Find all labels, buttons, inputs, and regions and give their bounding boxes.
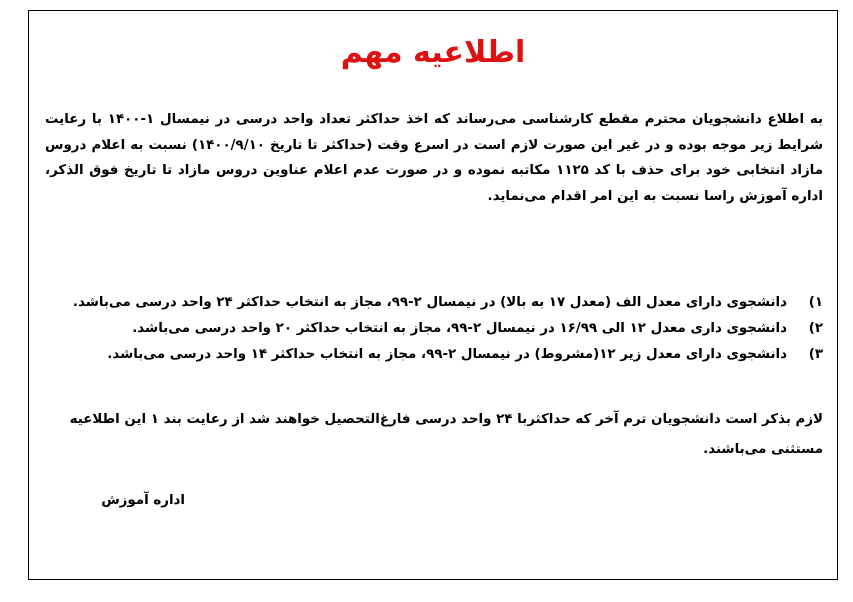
rule-text: دانشجوی دارای معدل زیر ۱۲(مشروط) در نیمسال ۲-۹۹، مجاز به انتخاب حداکثر ۱۴ واحد درسی می‌باشد.: [107, 347, 787, 362]
rule-item-1: [37, 290, 823, 316]
rule-number: ۱): [808, 295, 823, 310]
rules-list: [37, 290, 823, 368]
rule-number: ۲): [808, 321, 823, 336]
rule-item-2: [37, 316, 823, 342]
notice-frame: [28, 10, 838, 580]
rule-number: ۳): [808, 347, 823, 362]
exception-note: لازم بذکر است دانشجویان ترم آخر که حداکثربا ۲۴ واحد درسی فارغ‌التحصیل خواهند شد از رعایت بند ۱ این اطلاعیه مستثنی می‌باشند.: [69, 412, 823, 457]
rule-item-3: [37, 342, 823, 368]
signature: اداره آموزش: [101, 493, 185, 508]
notice-intro-paragraph: به اطلاع دانشجویان محترم مقطع کارشناسی می‌رساند که اخذ حداکثر تعداد واحد درسی در نیمسال ۱-۱۴۰۰ با رعایت شرایط زیر موجه بوده و در غیر این صورت لازم است در اسرع وقت (حداکثر تا تاریخ ۱۴۰۰/۹/۱۰) نسبت به اعلام دروس مازاد انتخابی خود برای حذف با کد ۱۱۲۵ مکاتبه نموده و در صورت عدم اعلام عناوین دروس مازاد تا تاریخ فوق الذکر، اداره آموزش راسا نسبت به این امر اقدام می‌نماید.: [45, 112, 824, 204]
notice-title: اطلاعیه مهم: [340, 35, 526, 70]
rule-text: دانشجوی دارای معدل الف (معدل ۱۷ به بالا) در نیمسال ۲-۹۹، مجاز به انتخاب حداکثر ۲۴ واحد درسی می‌باشد.: [72, 295, 787, 310]
rule-text: دانشجوی داری معدل ۱۲ الی ۱۶/۹۹ در نیمسال ۲-۹۹، مجاز به انتخاب حداکثر ۲۰ واحد درسی می‌باشد.: [132, 321, 787, 336]
